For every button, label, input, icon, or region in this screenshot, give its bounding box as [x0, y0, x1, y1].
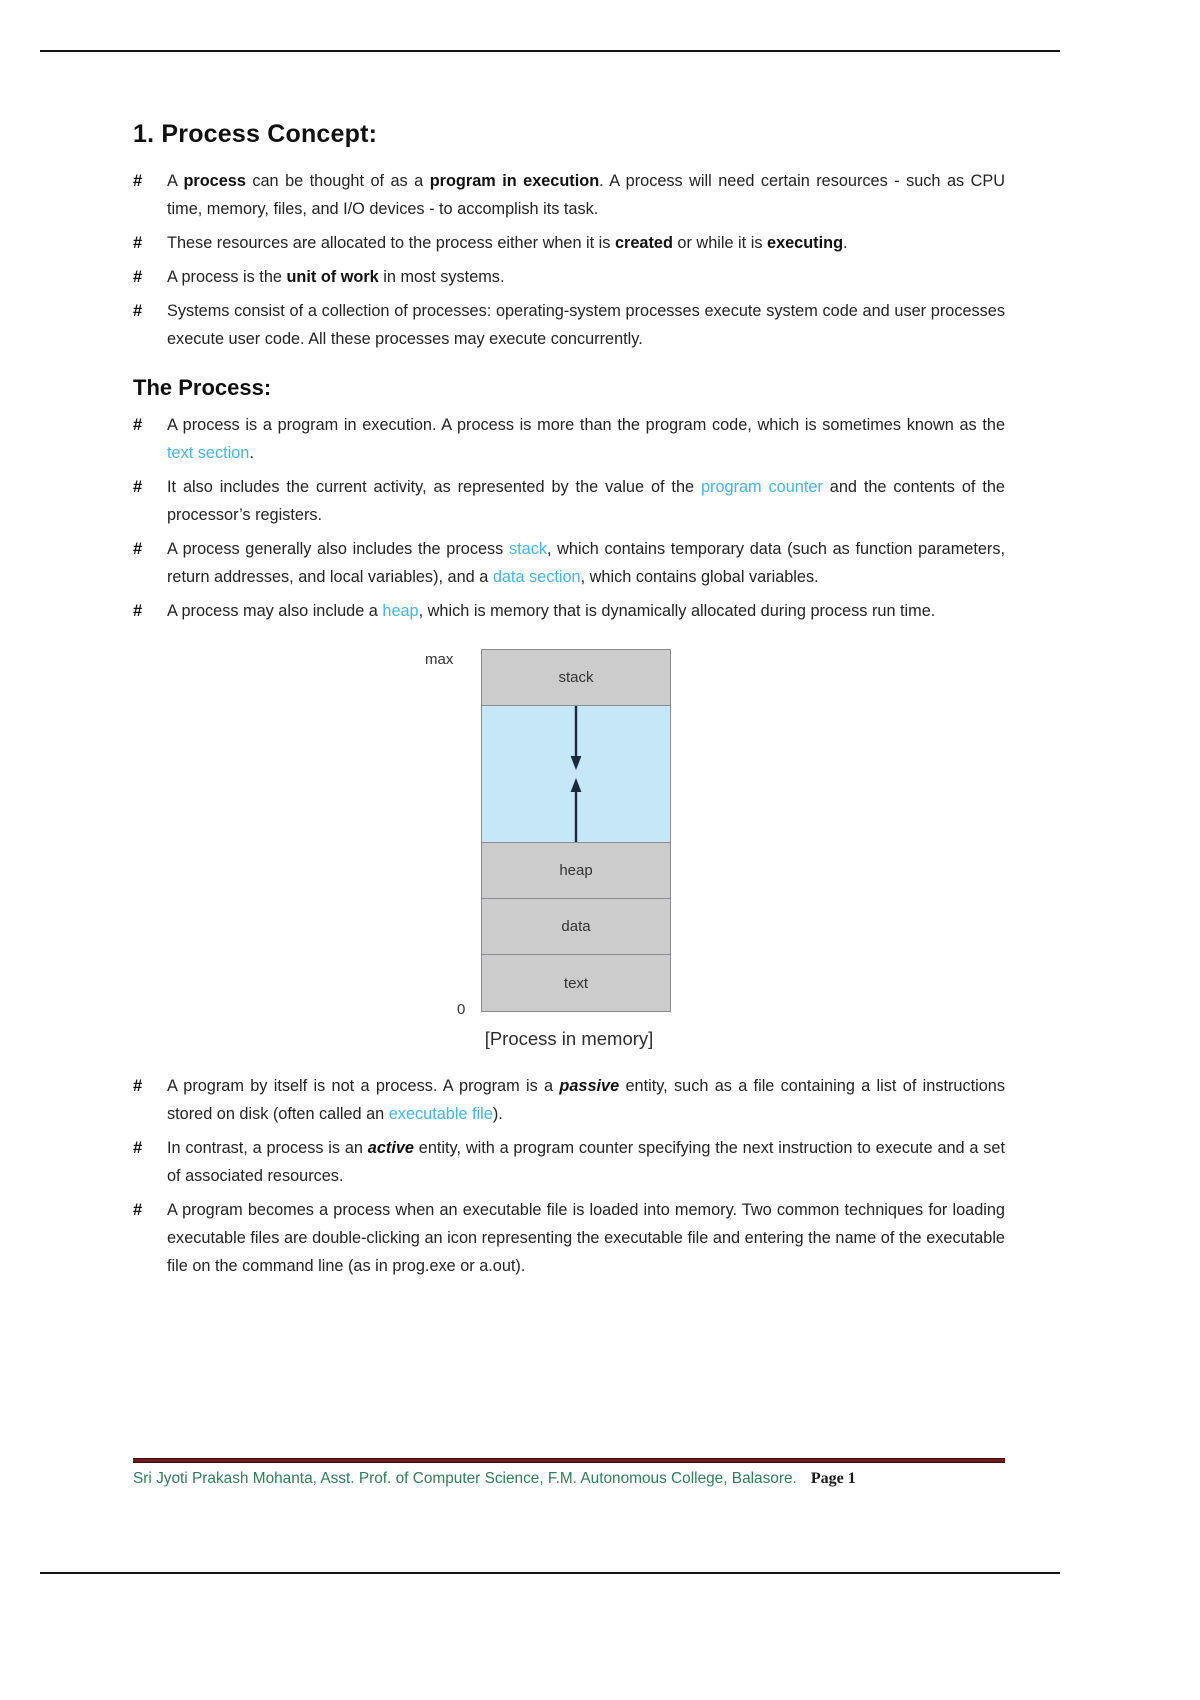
- diagram-label-zero: 0: [457, 1001, 466, 1019]
- page-footer: [133, 1458, 1005, 1488]
- hash-bullet-icon: #: [133, 172, 143, 190]
- body-text: A: [167, 172, 184, 190]
- list-item: [133, 1072, 1005, 1128]
- body-text: , which is memory that is dynamically allocated during process run time.: [418, 602, 936, 621]
- memory-segment-label: data: [561, 918, 591, 936]
- body-text: .: [843, 234, 848, 253]
- body-text: entity, such as a file containing a list of instructions stored on disk (often called an: [167, 1077, 1005, 1124]
- memory-segment-label: stack: [558, 669, 594, 687]
- process-concept-bullet-list: [133, 167, 1005, 353]
- highlighted-term: heap: [382, 602, 419, 621]
- grow-down-arrow-icon: [569, 706, 583, 772]
- section-heading-the-process: The Process:: [133, 375, 272, 401]
- body-text: .: [249, 444, 254, 463]
- page-bottom-rule: [40, 1572, 1060, 1574]
- hash-bullet-icon: #: [133, 1077, 143, 1096]
- hash-bullet-icon: #: [133, 234, 143, 253]
- highlighted-term: program counter: [700, 478, 823, 497]
- body-text: and the contents of the processor’s registers.: [167, 478, 1005, 525]
- list-item: [133, 1134, 1005, 1190]
- body-text: A program becomes a process when an executable file is loaded into memory. Two common techniques for loading executable files are double-clicking an icon representing the executable file and entering the name of the executable file on the command line (as in prog.exe or a.out).: [167, 1201, 1005, 1276]
- list-item: [133, 263, 1005, 291]
- body-text: A process generally also includes the process: [167, 540, 509, 559]
- hash-bullet-icon: #: [133, 1139, 143, 1158]
- hash-bullet-icon: #: [133, 416, 143, 435]
- highlighted-term: executable file: [388, 1105, 493, 1124]
- process-memory-figure: [133, 649, 1005, 1019]
- hash-bullet-icon: #: [133, 268, 143, 287]
- footer-text-row: [133, 1470, 1005, 1488]
- body-text: . A process will need certain resources - such as CPU time, memory, files, and I/O devices - to accomplish its task.: [167, 172, 1005, 219]
- hash-bullet-icon: #: [133, 540, 143, 559]
- document-content: [133, 120, 1005, 1286]
- body-text: in most systems.: [378, 268, 505, 287]
- diagram-label-max: max: [425, 651, 454, 669]
- bold-term: executing: [767, 234, 844, 253]
- body-text: , which contains temporary data (such as function parameters, return addresses, and local variables), and a: [167, 540, 1005, 587]
- memory-segment-data: [482, 899, 670, 955]
- hash-bullet-icon: #: [133, 302, 143, 321]
- footer-divider: [133, 1458, 1005, 1463]
- body-text: A process is the: [167, 268, 287, 287]
- program-vs-process-bullet-list: [133, 1072, 1005, 1280]
- hash-bullet-icon: #: [133, 602, 143, 621]
- italic-term: active: [367, 1139, 414, 1158]
- memory-segment-heap: [482, 843, 670, 899]
- memory-segment-text: [482, 955, 670, 1011]
- italic-term: passive: [559, 1077, 620, 1096]
- list-item: [133, 535, 1005, 591]
- bold-term: created: [614, 234, 673, 253]
- list-item: [133, 167, 1005, 223]
- body-text: In contrast, a process is an: [167, 1139, 368, 1158]
- page-title: 1. Process Concept:: [133, 120, 378, 148]
- list-item: [133, 229, 1005, 257]
- page-top-rule: [40, 50, 1060, 52]
- bold-term: program in execution: [429, 172, 600, 190]
- hash-bullet-icon: #: [133, 478, 143, 497]
- memory-column: [481, 649, 671, 1012]
- body-text: These resources are allocated to the process either when it is: [167, 234, 615, 253]
- body-text: A program by itself is not a process. A program is a: [167, 1077, 560, 1096]
- list-item: [133, 473, 1005, 529]
- body-text: Systems consist of a collection of processes: operating-system processes execute system code and user processes execute user code. All these processes may execute concurrently.: [167, 302, 1005, 349]
- bold-term: unit of work: [286, 268, 379, 287]
- body-text: ).: [492, 1105, 503, 1124]
- body-text: or while it is: [672, 234, 768, 253]
- body-text: A process is a program in execution. A process is more than the program code, which is sometimes known as the: [167, 416, 1005, 435]
- memory-layout-diagram: [419, 649, 719, 1019]
- memory-segment-gap: [482, 706, 670, 843]
- memory-segment-label: heap: [559, 862, 593, 880]
- grow-up-arrow-icon: [569, 776, 583, 842]
- list-item: [133, 297, 1005, 353]
- hash-bullet-icon: #: [133, 1201, 143, 1220]
- bold-term: process: [183, 172, 246, 190]
- the-process-bullet-list: [133, 411, 1005, 625]
- list-item: [133, 411, 1005, 467]
- highlighted-term: text section: [167, 444, 250, 463]
- highlighted-term: data section: [492, 568, 581, 587]
- body-text: It also includes the current activity, as represented by the value of the: [167, 478, 701, 497]
- body-text: entity, with a program counter specifying the next instruction to execute and a set of associated resources.: [167, 1139, 1005, 1186]
- body-text: can be thought of as a: [245, 172, 430, 190]
- figure-caption: [Process in memory]: [484, 1028, 654, 1050]
- footer-credit: Sri Jyoti Prakash Mohanta, Asst. Prof. of Computer Science, F.M. Autonomous College, Balasore.: [133, 1470, 797, 1487]
- memory-segment-label: text: [563, 974, 589, 992]
- list-item: [133, 597, 1005, 625]
- body-text: , which contains global variables.: [580, 568, 819, 587]
- memory-segment-stack: [482, 650, 670, 706]
- highlighted-term: stack: [508, 540, 547, 559]
- footer-page-number: Page 1: [810, 1470, 856, 1487]
- body-text: A process may also include a: [167, 602, 383, 621]
- list-item: [133, 1196, 1005, 1280]
